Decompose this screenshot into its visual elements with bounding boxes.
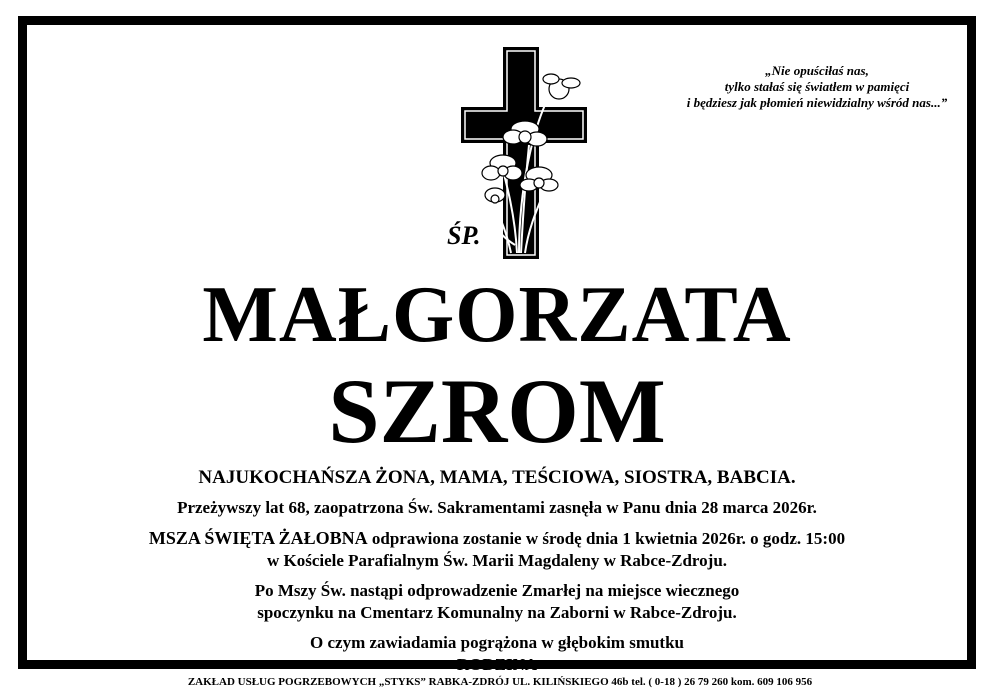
family-roles: NAJUKOCHAŃSZA ŻONA, MAMA, TEŚCIOWA, SIOSTRA, BABCIA.	[198, 467, 796, 488]
burial-line: Po Mszy Św. nastąpi odprowadzenie Zmarłej na miejsce wiecznego	[254, 581, 740, 600]
memorial-quote	[667, 63, 967, 111]
closing-line: O czym zawiadamia pogrążona w głębokim smutku	[310, 633, 684, 652]
deceased-first-name: MAŁGORZATA	[202, 271, 792, 359]
mass-place: w Kościele Parafialnym Św. Marii Magdaleny w Rabce-Zdroju.	[266, 551, 728, 570]
closing-family: RODZINA	[456, 655, 538, 674]
prefix-sp: ŚP.	[447, 221, 481, 250]
death-info: Przeżywszy lat 68, zaopatrzona Św. Sakramentami zasnęła w Panu dnia 28 marca 2026r.	[177, 498, 817, 517]
mass-label: MSZA ŚWIĘTA ŻAŁOBNA	[148, 528, 368, 548]
burial-line: spoczynku na Cmentarz Komunalny na Zaborni w Rabce-Zdroju.	[257, 603, 737, 622]
obituary-frame	[18, 16, 976, 674]
mass-text: odprawiona zostanie w środę dnia 1 kwietnia 2026r. o godz. 15:00	[367, 529, 846, 548]
quote-line: „Nie opuściłaś nas,	[765, 63, 869, 78]
funeral-home-footer: ZAKŁAD USŁUG POGRZEBOWYCH „STYKS” RABKA-ZDRÓJ UL. KILIŃSKIEGO 46b tel. ( 0-18 ) 26 79 260 kom. 609 106 956	[187, 676, 813, 688]
obituary-text	[27, 465, 967, 676]
quote-line: tylko stałaś się światłem w pamięci	[724, 79, 910, 94]
deceased-last-name: SZROM	[328, 360, 666, 462]
quote-line: i będziesz jak płomień niewidzialny wśród nas...”	[686, 95, 948, 110]
mass-info	[27, 527, 967, 550]
